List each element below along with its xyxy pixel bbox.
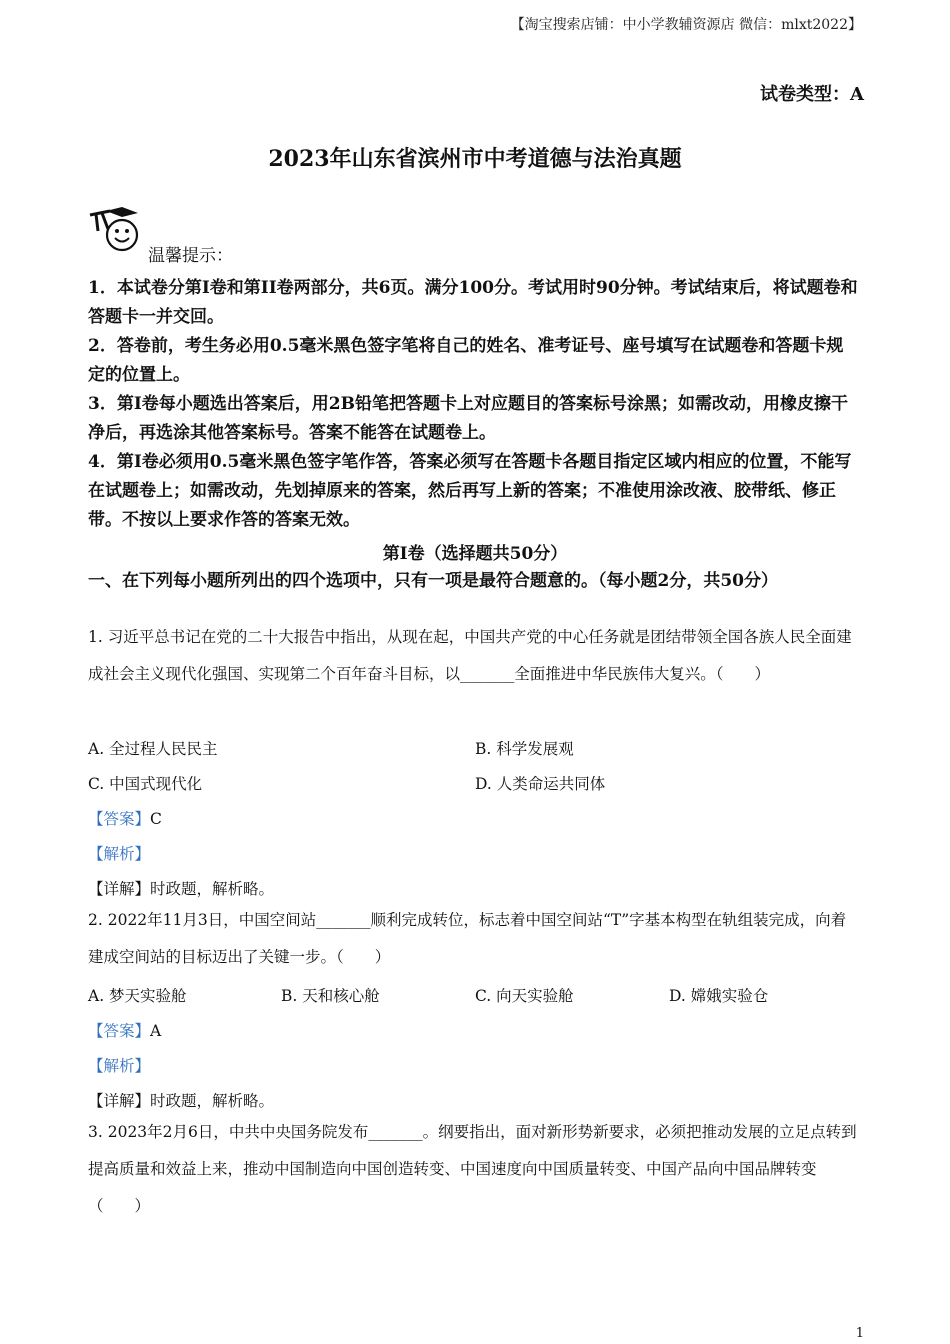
question-2-stem: 2. 2022年11月3日，中国空间站_______顺利完成转位，标志着中国空间站“T”字基本构型在轨组装完成，向着建成空间站的目标迈出了关键一步。（ ）	[88, 911, 847, 966]
tips-label: 温馨提示：	[148, 246, 233, 266]
answer-label: 【答案】	[88, 1022, 151, 1040]
detail-label: 【详解】	[88, 1092, 151, 1110]
q1-analysis-label: 【解析】	[88, 845, 151, 863]
notice-2: 2．答卷前，考生务必用0.5毫米黑色签字笔将自己的姓名、准考证号、座号填写在试题卷和答题卡规定的位置上。	[88, 336, 844, 385]
detail-label: 【详解】	[88, 880, 151, 898]
q1-option-b: B. 科学发展观	[475, 740, 574, 758]
detail-text: 时政题，解析略。	[150, 880, 275, 898]
notice-4: 4．第Ⅰ卷必须用0.5毫米黑色签字笔作答，答案必须写在答题卡各题目指定区域内相应的位置，不能写在试题卷上；如需改动，先划掉原来的答案，然后再写上新的答案；不准使用涂改液、胶带纸、修正带。不按以上要求作答的答案无效。	[88, 452, 852, 530]
detail-text: 时政题，解析略。	[150, 1092, 275, 1110]
shop-header: 【淘宝搜索店铺：中小学教辅资源店 微信：mlxt2022】	[510, 17, 862, 33]
paper-type: 试卷类型：A	[760, 84, 864, 105]
q2-option-a: A. 梦天实验舱	[88, 987, 187, 1005]
q1-detail	[88, 877, 274, 899]
q2-option-c: C. 向天实验舱	[475, 987, 574, 1005]
q1-option-d: D. 人类命运共同体	[475, 775, 606, 793]
q1-answer	[88, 807, 162, 829]
answer-label: 【答案】	[88, 810, 151, 828]
question-3-stem: 3. 2023年2月6日，中共中央国务院发布_______。纲要指出，面对新形势新要求，必须把推动发展的立足点转到提高质量和效益上来，推动中国制造向中国创造转变、中国速度向中国质量转变、中国产品向中国品牌转变（ ）	[88, 1123, 857, 1215]
part-title: 一、在下列每小题所列出的四个选项中，只有一项是最符合题意的。（每小题2分，共50分）	[88, 571, 778, 591]
question-1-stem: 1. 习近平总书记在党的二十大报告中指出，从现在起，中国共产党的中心任务就是团结带领全国各族人民全面建成社会主义现代化强国、实现第二个百年奋斗目标，以_______全面推进中华民族伟大复兴。（ ）	[88, 628, 852, 683]
q1-option-a: A. 全过程人民民主	[88, 740, 218, 758]
answer-value: A	[150, 1022, 162, 1040]
section-title: 第Ⅰ卷（选择题共50分）	[382, 544, 568, 564]
q2-analysis-label: 【解析】	[88, 1057, 151, 1075]
q2-answer	[88, 1019, 161, 1041]
answer-value: C	[150, 810, 162, 828]
q1-option-c: C. 中国式现代化	[88, 775, 203, 793]
q2-option-b: B. 天和核心舱	[281, 987, 380, 1005]
page-title: 2023年山东省滨州市中考道德与法治真题	[268, 146, 682, 172]
page-number: 1	[855, 1326, 864, 1341]
q2-option-d: D. 嫦娥实验仓	[669, 987, 769, 1005]
notice-1: 1．本试卷分第Ⅰ卷和第II卷两部分，共6页。满分100分。考试用时90分钟。考试结束后，将试题卷和答题卡一并交回。	[88, 278, 858, 327]
notice-3: 3．第Ⅰ卷每小题选出答案后，用2B铅笔把答题卡上对应题目的答案标号涂黑；如需改动，用橡皮擦干净后，再选涂其他答案标号。答案不能答在试题卷上。	[88, 394, 848, 443]
smiley-graduate-icon	[88, 205, 148, 253]
q2-detail	[88, 1089, 274, 1111]
